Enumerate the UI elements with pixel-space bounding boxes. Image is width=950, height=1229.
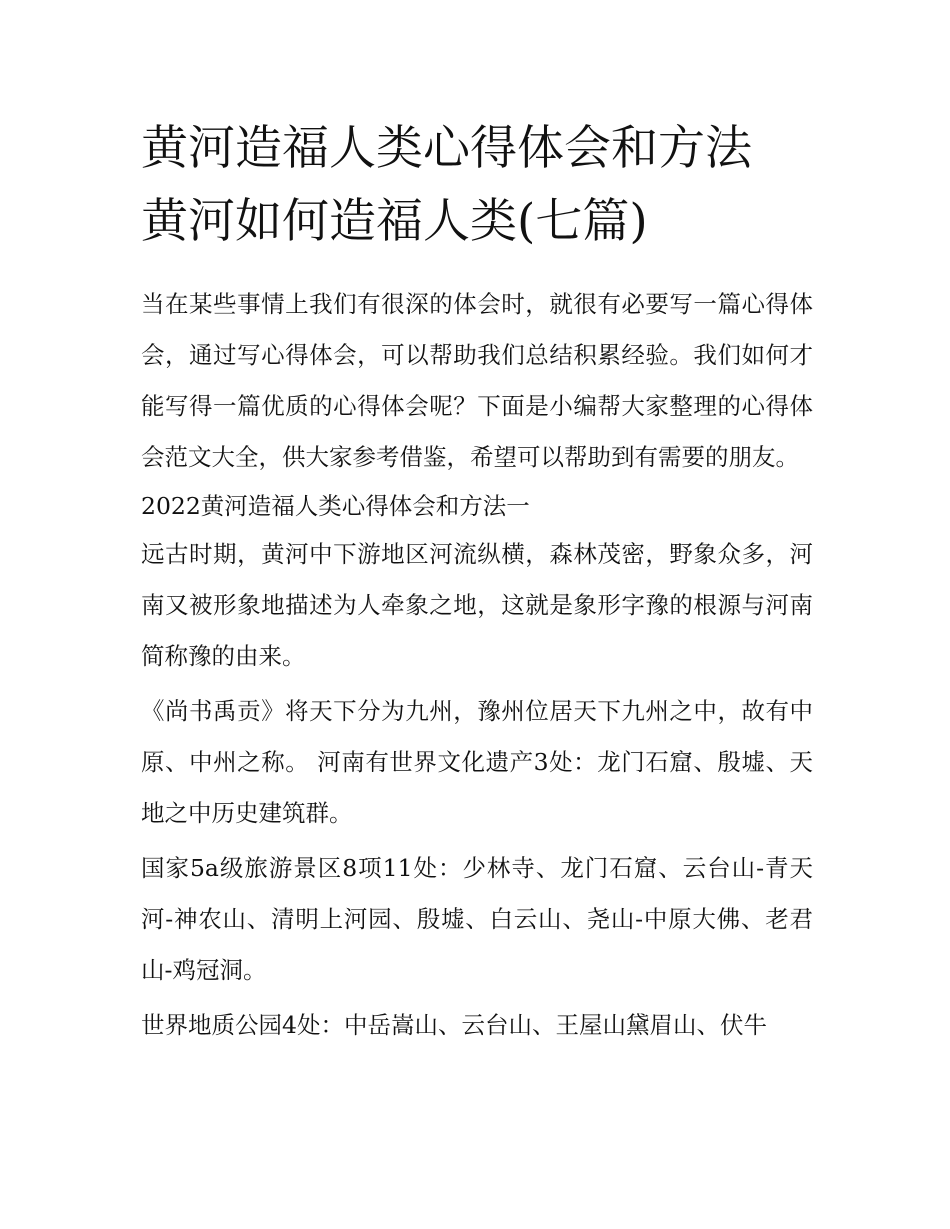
document-body: [141, 279, 813, 1051]
document-title: [141, 112, 813, 258]
title-line-2: 黄河如何造福人类(七篇): [141, 194, 648, 249]
document-page: [141, 112, 813, 1055]
body-paragraph-2: 《尚书禹贡》将天下分为九州，豫州位居天下九州之中，故有中原、中州之称。 河南有世界文化遗产3处：龙门石窟、殷墟、天地之中历史建筑群。: [141, 697, 813, 827]
title-line-1: 黄河造福人类心得体会和方法: [141, 121, 752, 176]
body-paragraph-1: 远古时期，黄河中下游地区河流纵横，森林茂密，野象众多，河南又被形象地描述为人牵象之地，这就是象形字豫的根源与河南简称豫的由来。: [141, 540, 813, 670]
body-paragraph-3: 国家5a级旅游景区8项11处：少林寺、龙门石窟、云台山-青天河-神农山、清明上河园、殷墟、白云山、尧山-中原大佛、老君山-鸡冠洞。: [141, 854, 813, 984]
intro-paragraph: 当在某些事情上我们有很深的体会时，就很有必要写一篇心得体会，通过写心得体会，可以帮助我们总结积累经验。我们如何才能写得一篇优质的心得体会呢？下面是小编帮大家整理的心得体会范文大全，供大家参考借鉴，希望可以帮助到有需要的朋友。: [141, 290, 813, 471]
body-paragraph-4: 世界地质公园4处：中岳嵩山、云台山、王屋山黛眉山、伏牛: [141, 1011, 767, 1039]
section-heading: 2022黄河造福人类心得体会和方法一: [141, 492, 530, 520]
